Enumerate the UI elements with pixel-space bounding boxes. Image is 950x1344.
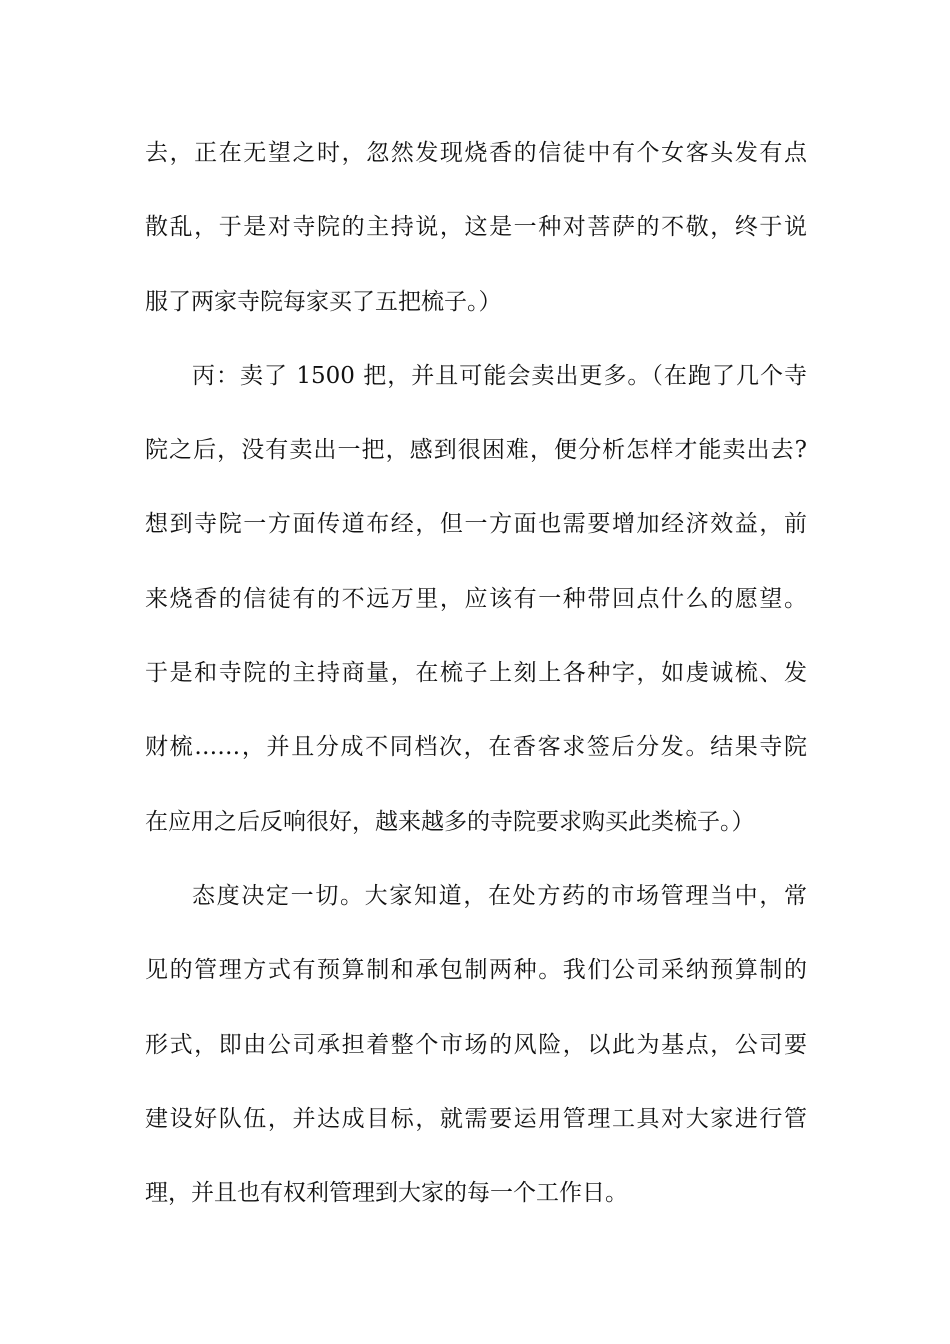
text-line: 见的管理方式有预算制和承包制两种。我们公司采纳预算制的: [145, 957, 807, 984]
body-text: [145, 128, 807, 1242]
text-line: 形式，即由公司承担着整个市场的风险，以此为基点，公司要: [145, 1031, 807, 1058]
text-line: 散乱，于是对寺院的主持说，这是一种对菩萨的不敬，终于说: [145, 214, 807, 241]
text-line: 服了两家寺院每家买了五把梳子。）: [145, 288, 502, 315]
text-line: 院之后，没有卖出一把，感到很困难，便分析怎样才能卖出去?: [145, 437, 807, 464]
text-line: 理，并且也有权利管理到大家的每一个工作日。: [145, 1180, 628, 1207]
text-line: 去，正在无望之时，忽然发现烧香的信徒中有个女客头发有点: [145, 140, 807, 166]
text-line: 来烧香的信徒有的不远万里，应该有一种带回点什么的愿望。: [145, 585, 807, 612]
paragraph-first-line: 态度决定一切。大家知道，在处方药的市场管理当中，常: [192, 882, 807, 909]
text-line: 建设好队伍，并达成目标，就需要运用管理工具对大家进行管: [145, 1105, 807, 1132]
text-line: 于是和寺院的主持商量，在梳子上刻上各种字，如虔诚梳、发: [145, 660, 807, 687]
paragraph-first-line: 丙：卖了 1500 把，并且可能会卖出更多。（在跑了几个寺: [192, 362, 807, 389]
text-line: 想到寺院一方面传道布经，但一方面也需要增加经济效益，前: [145, 511, 807, 538]
text-line: 在应用之后反响很好，越来越多的寺院要求购买此类梳子。）: [145, 808, 755, 835]
text-line: 财梳……，并且分成不同档次，在香客求签后分发。结果寺院: [145, 734, 807, 761]
